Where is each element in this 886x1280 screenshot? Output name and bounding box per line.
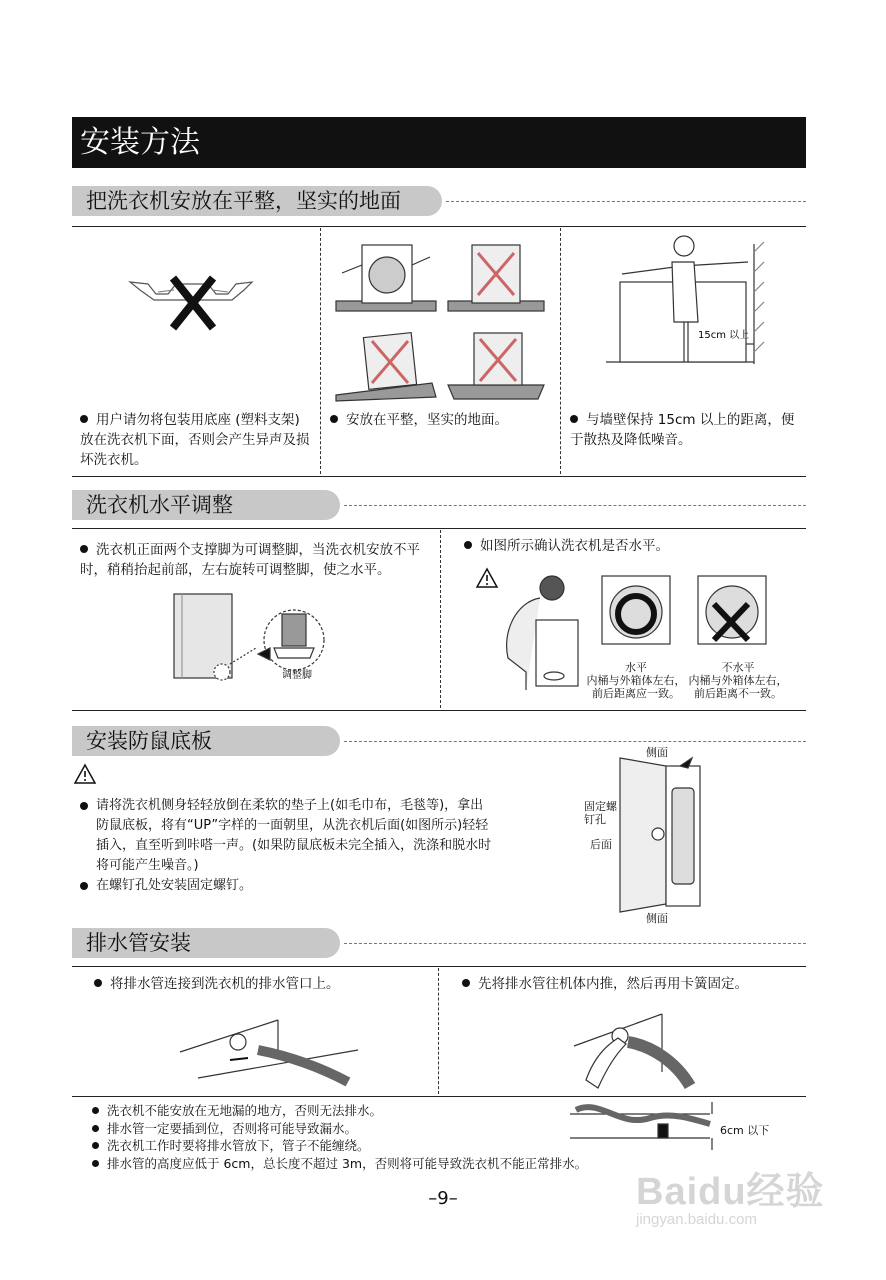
person-checking-illustration — [496, 572, 586, 694]
col3-text: 与墙壁保持 15cm 以上的距离，便于散热及降低噪音。 — [570, 412, 795, 448]
bullet-icon — [92, 1107, 99, 1114]
drain-clip-illustration — [572, 1002, 702, 1092]
bullet-icon — [92, 1160, 99, 1167]
section-top-rule — [72, 528, 806, 529]
screw-hole-label: 固定螺钉孔 — [584, 800, 617, 826]
watermark-logo: Baidu经验 — [636, 1171, 825, 1213]
section-bottom-rule — [72, 710, 806, 711]
warning-icon — [74, 764, 96, 784]
drain-connect-illustration — [178, 1016, 364, 1086]
warning-icon — [476, 568, 498, 588]
column-divider — [438, 968, 439, 1094]
section-bottom-rule — [72, 1096, 806, 1097]
leveling-text: 洗衣机正面两个支撑脚为可调整脚，当洗衣机安放不平时，稍稍抬起前部，左右旋转可调整脚，使之水平。 — [80, 542, 420, 578]
heading-divider — [446, 201, 806, 202]
section-bottom-rule — [72, 476, 806, 477]
section-top-rule — [72, 226, 806, 227]
bullet-icon — [330, 415, 338, 423]
section-top-rule — [72, 966, 806, 967]
page-title: 安装方法 — [72, 117, 806, 168]
page-number: –9– — [428, 1188, 458, 1209]
uneven-floor-illustration — [332, 235, 554, 405]
section-heading-leveling: 洗衣机水平调整 — [72, 490, 340, 520]
column-divider — [560, 228, 561, 474]
drain-step-1: 将排水管连接到洗衣机的排水管口上。 — [110, 976, 340, 992]
distance-label: 15cm 以上 — [698, 330, 750, 341]
level-desc-2: 前后距离应一致。 — [592, 687, 680, 700]
bullet-icon — [92, 1125, 99, 1132]
section-heading-floor: 把洗衣机安放在平整，坚实的地面 — [72, 186, 442, 216]
level-drum-illustration — [600, 574, 672, 646]
level-desc-1: 内桶与外箱体左右， — [586, 674, 686, 687]
column-divider — [440, 530, 441, 708]
wall-distance-illustration — [602, 232, 768, 370]
column-divider — [320, 228, 321, 474]
bullet-icon — [80, 545, 88, 553]
adjustable-foot-illustration — [170, 592, 330, 692]
drain-notes — [92, 1102, 652, 1172]
bullet-icon — [464, 541, 472, 549]
drain-height-illustration — [570, 1098, 720, 1152]
bullet-icon — [94, 979, 102, 987]
back-label: 后面 — [590, 838, 612, 851]
drain-step-2: 先将排水管往机体内推，然后再用卡簧固定。 — [478, 976, 748, 992]
not-level-desc-2: 前后距离不一致。 — [694, 687, 782, 700]
foot-label: 调整脚 — [282, 670, 312, 681]
list-item — [92, 1137, 652, 1155]
base-plate-step-1: 请将洗衣机侧身轻轻放倒在柔软的垫子上(如毛巾布，毛毯等)，拿出防鼠底板，将有“UP”字样的一面朝里，从洗衣机后面(如图所示)轻轻插入，直至听到咔嗒一声。(如果防鼠底板未完全插入，洗涤和脱水时将可能产生噪音。) — [96, 798, 492, 873]
watermark-url: jingyan.baidu.com — [636, 1211, 757, 1228]
side-label-top: 侧面 — [646, 746, 668, 759]
list-item — [92, 1102, 652, 1120]
bullet-icon — [80, 415, 88, 423]
level-title: 水平 — [625, 661, 647, 674]
not-level-desc-1: 内桶与外箱体左右， — [688, 674, 788, 687]
drain-note: 洗衣机不能安放在无地漏的地方，否则无法排水。 — [107, 1103, 383, 1118]
bullet-icon — [570, 415, 578, 423]
col2-text: 安放在平整，坚实的地面。 — [346, 412, 508, 428]
drain-height-label: 6cm 以下 — [720, 1124, 770, 1137]
watermark — [636, 1160, 836, 1228]
list-item — [92, 1155, 652, 1173]
bullet-icon — [462, 979, 470, 987]
heading-divider — [344, 505, 806, 506]
section-heading-drain: 排水管安装 — [72, 928, 340, 958]
drain-note: 洗衣机工作时要将排水管放下，管子不能缠绕。 — [107, 1138, 370, 1153]
col1-text: 用户请勿将包装用底座 (塑料支架)放在洗衣机下面，否则会产生异声及损坏洗衣机。 — [80, 412, 310, 468]
side-label-bottom: 侧面 — [646, 912, 668, 925]
base-plate-illustration — [616, 754, 710, 920]
packaging-base-illustration — [128, 270, 258, 340]
drain-note: 排水管一定要插到位，否则将可能导致漏水。 — [107, 1120, 358, 1136]
not-level-title: 不水平 — [721, 661, 755, 674]
base-plate-step-2: 在螺钉孔处安装固定螺钉。 — [96, 878, 253, 893]
heading-divider — [344, 943, 806, 944]
bullet-icon — [80, 882, 88, 890]
not-level-drum-illustration — [696, 574, 768, 646]
bullet-icon — [80, 802, 88, 810]
drain-note: 排水管的高度应低于 6cm，总长度不超过 3m，否则将可能导致洗衣机不能正常排水。 — [107, 1155, 588, 1171]
list-item — [92, 1120, 652, 1138]
heading-divider — [344, 741, 806, 742]
bullet-icon — [92, 1142, 99, 1149]
section-heading-base-plate: 安装防鼠底板 — [72, 726, 340, 756]
confirm-level-text: 如图所示确认洗衣机是否水平。 — [480, 538, 669, 554]
